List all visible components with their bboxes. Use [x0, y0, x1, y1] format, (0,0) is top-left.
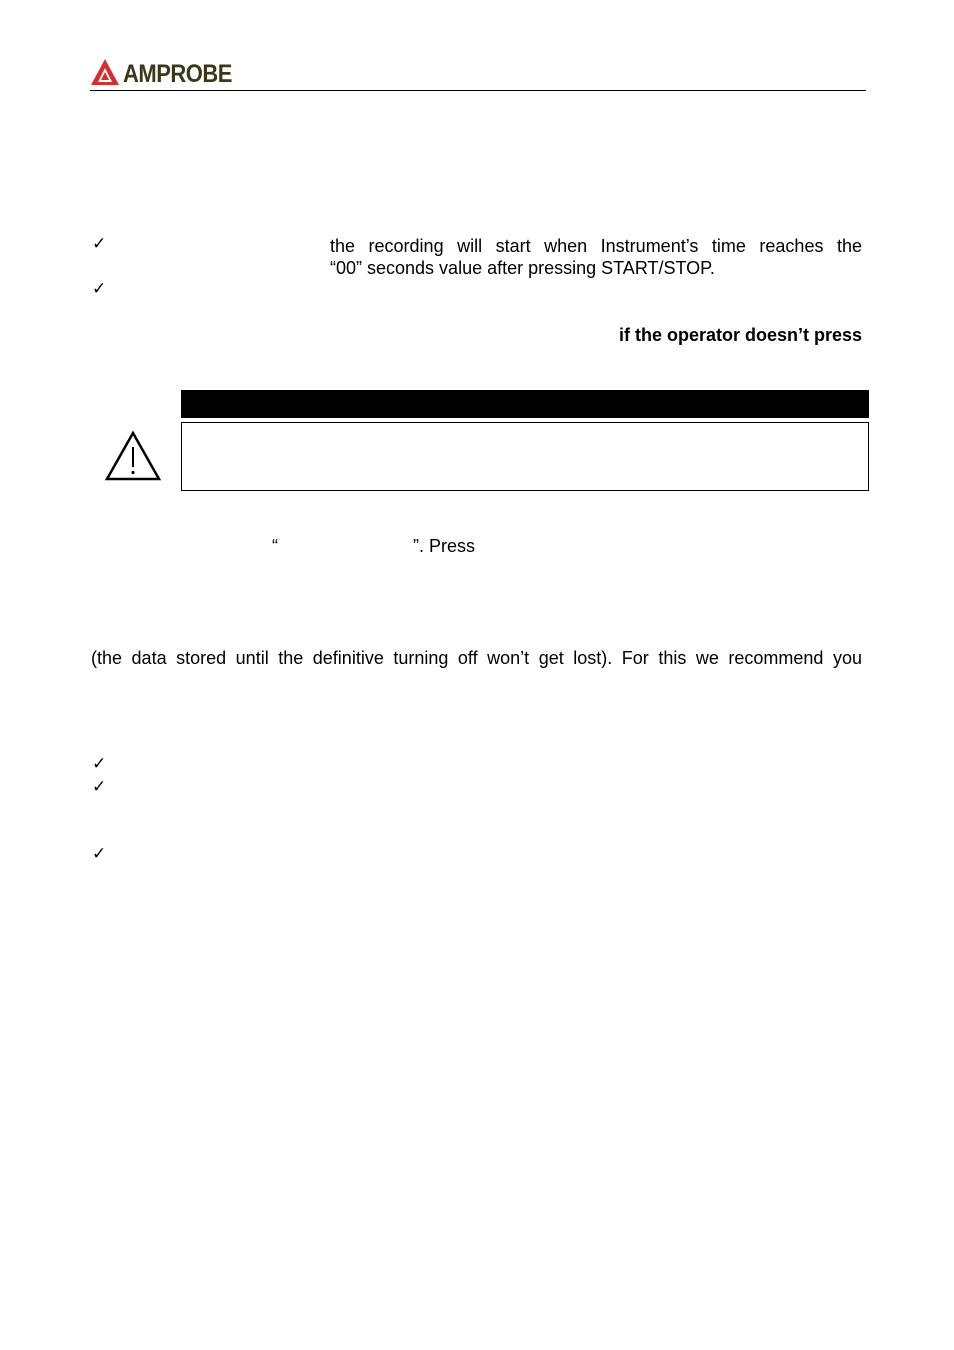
press-text: ”. Press [413, 536, 476, 556]
warning-triangle-icon [104, 430, 162, 482]
open-quote: “ [272, 536, 278, 556]
list-item-text-line1: the recording will start when Instrument’s time reaches the [330, 236, 862, 256]
check-icon: ✓ [92, 279, 107, 298]
header-rule [90, 90, 866, 91]
check-icon: ✓ [92, 777, 107, 796]
check-icon: ✓ [92, 234, 107, 253]
check-icon: ✓ [92, 844, 107, 863]
paragraph-line: (the data stored until the definitive turning off won’t get lost). For this we recommend you [91, 648, 862, 668]
bold-text: if the operator doesn’t press [618, 325, 862, 345]
amprobe-logo [90, 58, 232, 88]
warning-box [181, 422, 869, 491]
check-icon: ✓ [92, 754, 107, 773]
triangle-logo-icon [90, 58, 120, 86]
brand-name: AMPROBE [123, 59, 232, 88]
list-item-text-line2: “00” seconds value after pressing START/STOP. [330, 258, 715, 278]
warning-header-bar [181, 390, 869, 418]
